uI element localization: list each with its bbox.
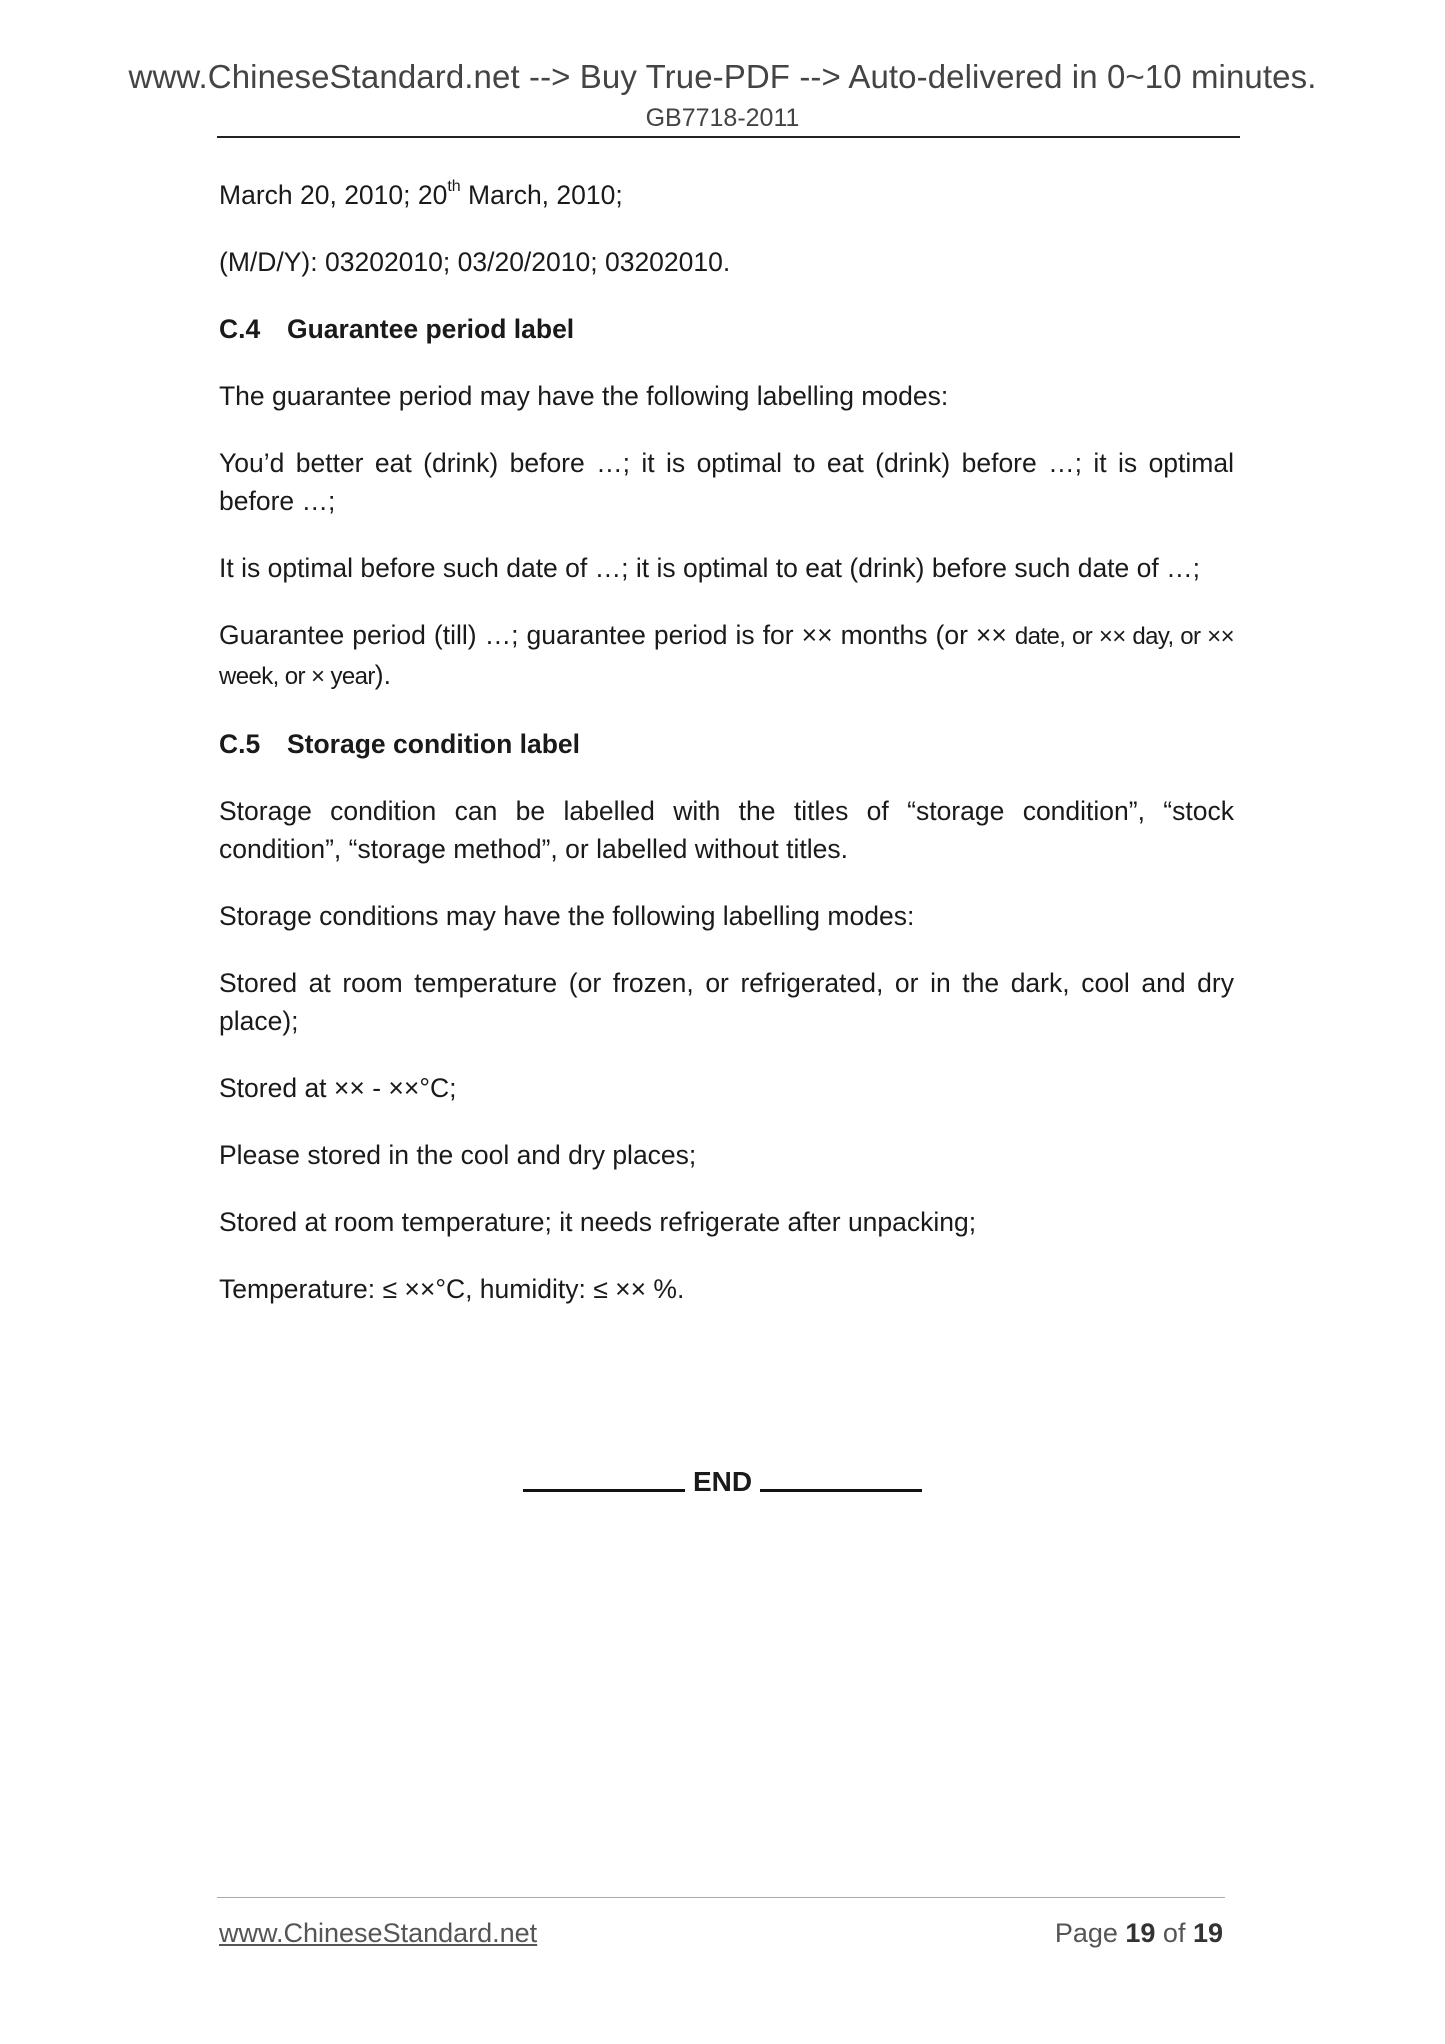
c5-mode-2: Stored at ×× - ××°C;	[219, 1073, 457, 1103]
c5-paragraph-1: Storage condition can be labelled with the titles of “storage condition”, “stock condition”, “storage method”, or labelled without titles.	[219, 796, 1234, 864]
c4-mode-3-main: Guarantee period (till) …; guarantee period is for ×× months (or ××	[219, 620, 1015, 650]
footer-divider	[217, 1897, 1225, 1898]
date-format-line	[219, 176, 1234, 214]
c5-mode-5: Temperature: ≤ ××°C, humidity: ≤ ×× %.	[219, 1274, 685, 1304]
c5-mode-4: Stored at room temperature; it needs refrigerate after unpacking;	[219, 1207, 977, 1237]
mdy-format-line: (M/D/Y): 03202010; 03/20/2010; 03202010.	[219, 247, 731, 277]
c4-mode-3-units: date, or ×× day, or ×× week, or × year	[219, 623, 1234, 690]
document-code: GB7718-2011	[645, 104, 800, 132]
c4-mode-1: You’d better eat (drink) before …; it is optimal to eat (drink) before …; it is optimal before …;	[219, 448, 1234, 516]
end-line-left	[523, 1489, 685, 1492]
date-line-part1: March 20, 2010; 20	[219, 180, 448, 210]
footer-website-link[interactable]: www.ChineseStandard.net	[219, 1918, 538, 1948]
end-line-right	[760, 1489, 922, 1492]
section-c5-title: Storage condition label	[287, 729, 581, 759]
page-number	[1055, 1918, 1223, 1949]
c5-mode-1: Stored at room temperature (or frozen, or refrigerated, or in the dark, cool and dry place);	[219, 968, 1234, 1036]
page-content	[219, 176, 1234, 1337]
section-c4-number: C.4	[219, 314, 261, 344]
date-line-part2: March, 2010;	[460, 180, 623, 210]
c4-intro: The guarantee period may have the following labelling modes:	[219, 381, 949, 411]
page-of: of	[1155, 1918, 1193, 1948]
section-c5-heading	[219, 725, 1234, 763]
c5-intro: Storage conditions may have the following labelling modes:	[219, 901, 915, 931]
c5-mode-3: Please stored in the cool and dry places;	[219, 1140, 697, 1170]
section-c4-title: Guarantee period label	[287, 314, 575, 344]
date-line-superscript: th	[447, 178, 461, 196]
page-prefix: Page	[1054, 1918, 1126, 1948]
c4-mode-3	[219, 616, 1234, 696]
header-banner: www.ChineseStandard.net --> Buy True-PDF --> Auto-delivered in 0~10 minutes.	[128, 58, 1317, 95]
end-label: END	[692, 1466, 753, 1497]
section-c5-number: C.5	[219, 729, 261, 759]
header-divider	[217, 136, 1240, 138]
end-marker	[0, 1466, 1445, 1498]
page-current: 19	[1125, 1918, 1156, 1948]
c4-mode-2: It is optimal before such date of …; it is optimal to eat (drink) before such date of …;	[219, 553, 1200, 583]
page-total: 19	[1192, 1918, 1223, 1948]
section-c4-heading	[219, 310, 1234, 348]
c4-mode-3-end: ).	[374, 660, 391, 690]
